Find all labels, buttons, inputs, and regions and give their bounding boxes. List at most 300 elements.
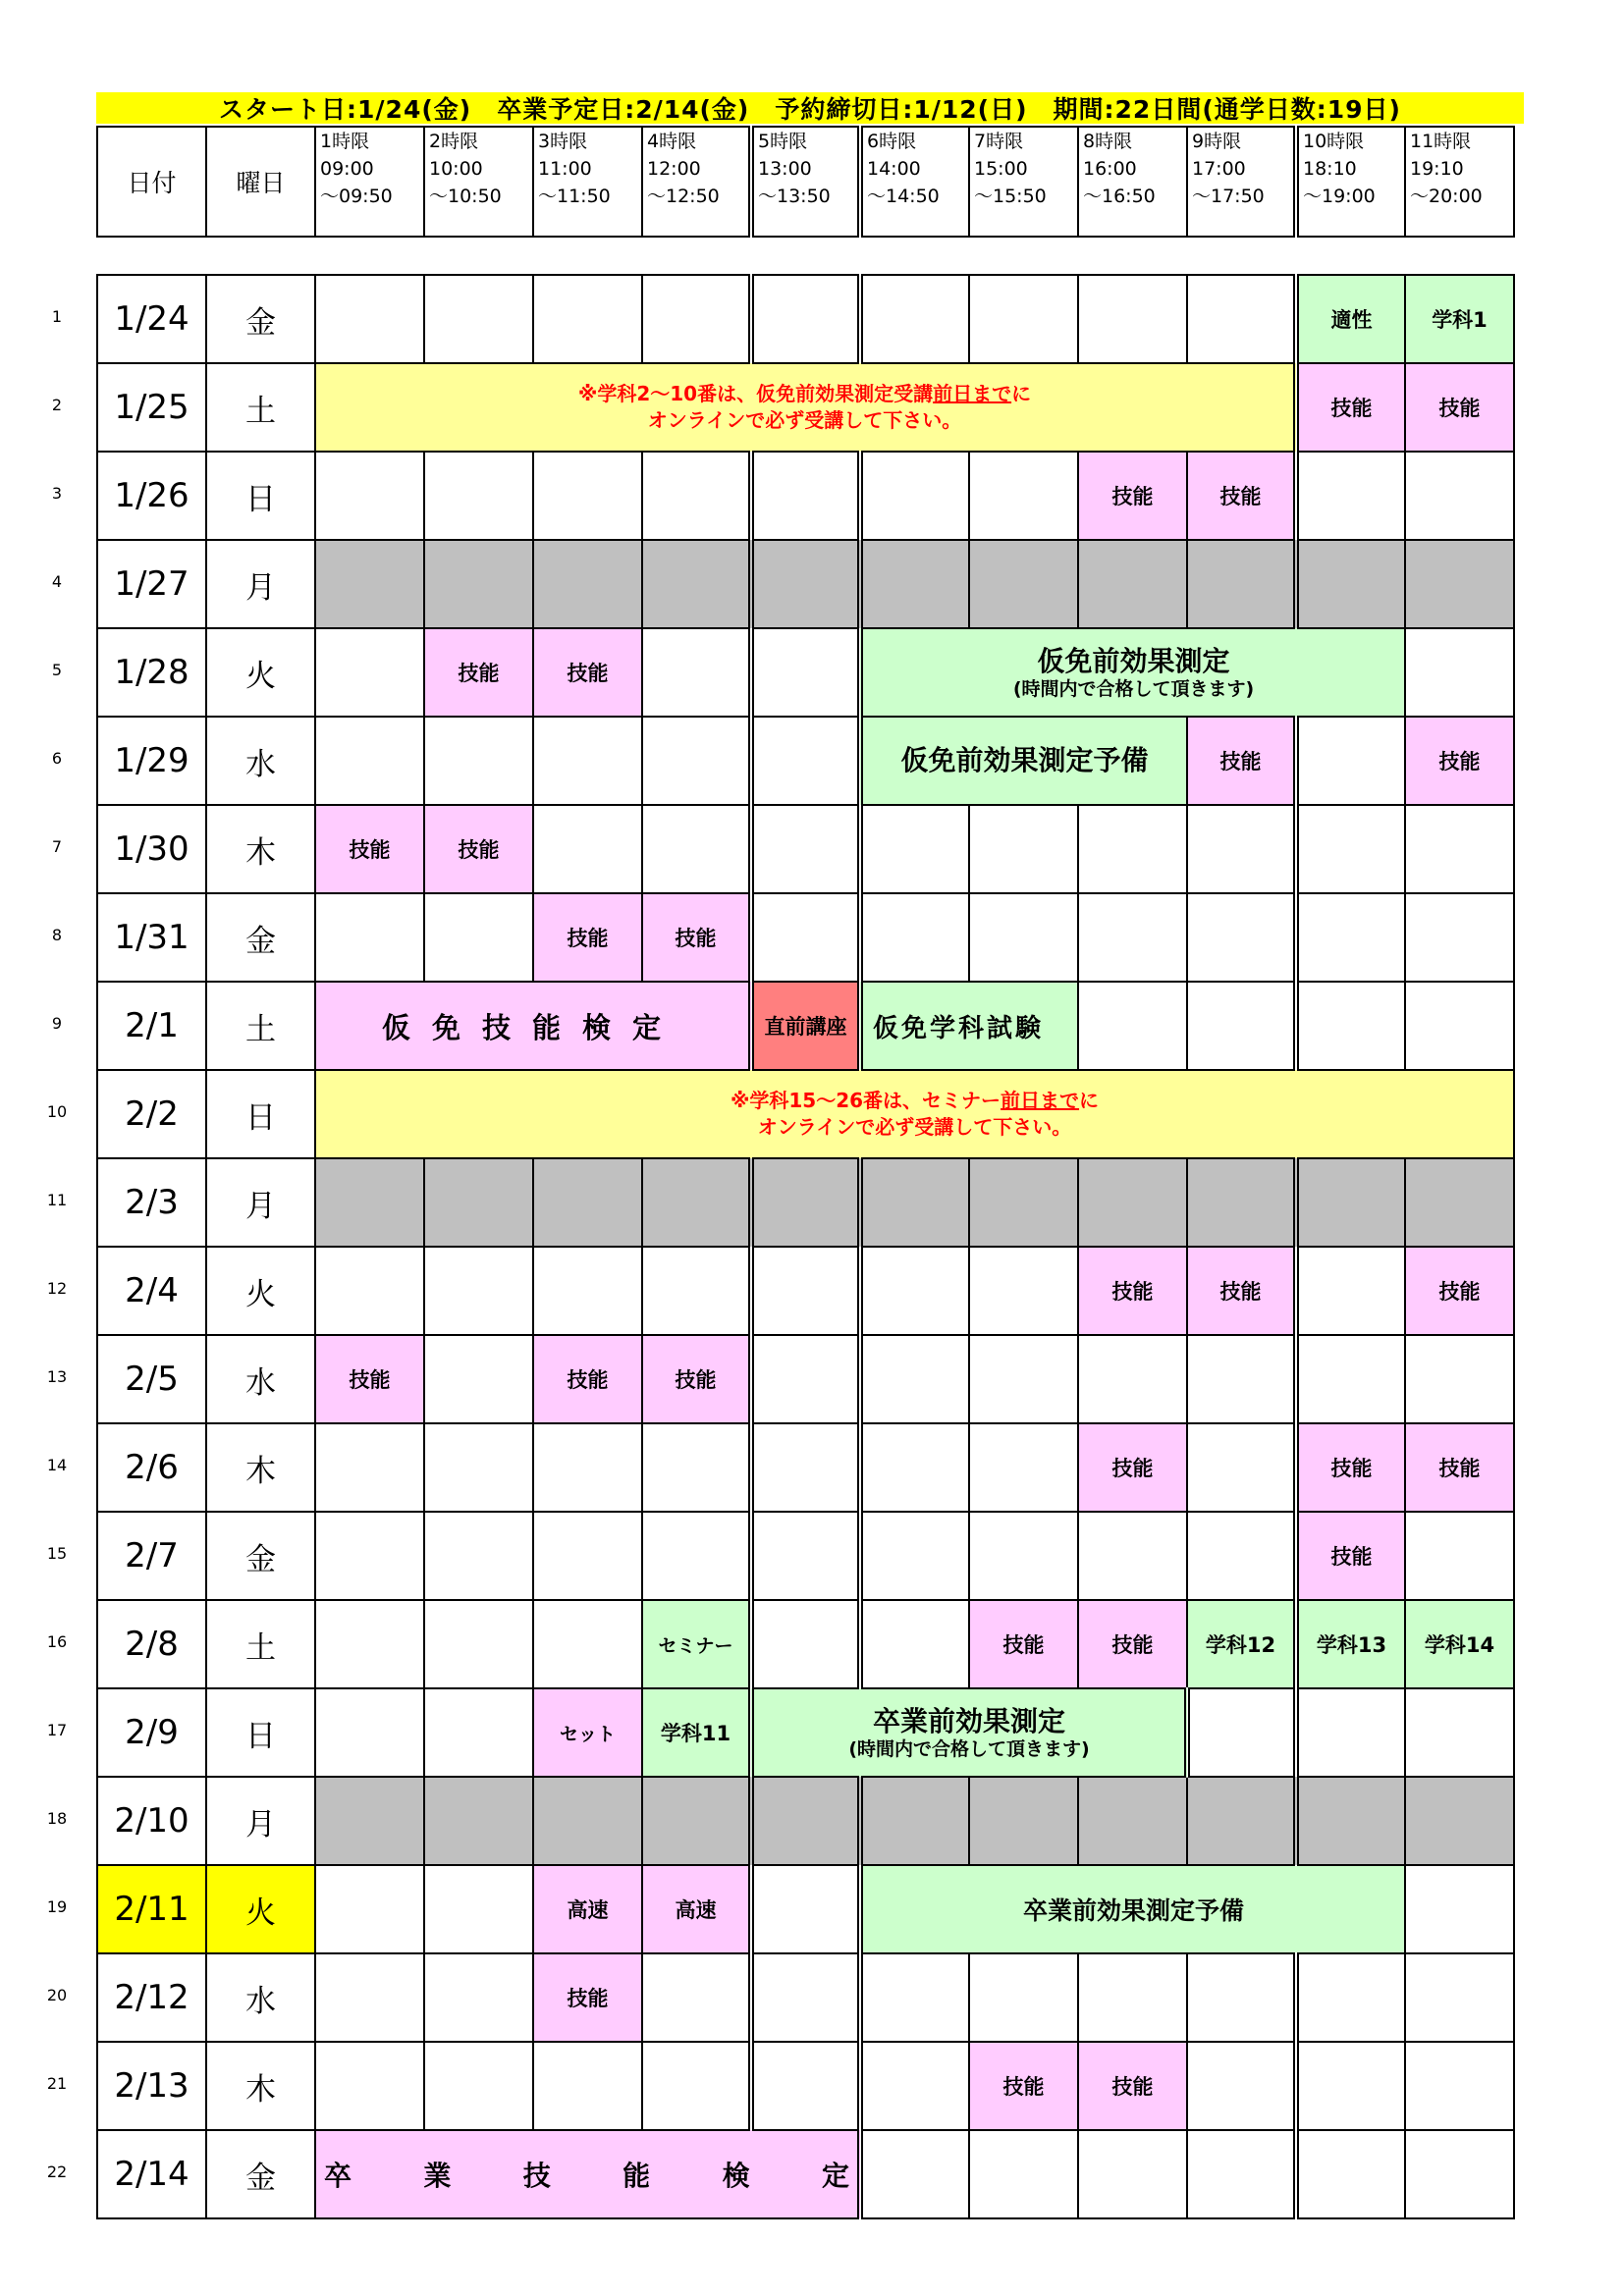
empty-slot (860, 1600, 969, 1688)
date-cell: 1/26 (97, 452, 206, 540)
empty-slot (1187, 275, 1296, 363)
closed-slot (1187, 1158, 1296, 1247)
weekday-cell: 日 (206, 1070, 315, 1158)
empty-slot (1296, 1247, 1405, 1335)
empty-slot (1187, 2130, 1296, 2218)
driving-lesson-slot: 技能 (1405, 717, 1514, 805)
empty-slot (424, 2042, 533, 2130)
empty-slot (751, 2042, 860, 2130)
empty-slot (751, 275, 860, 363)
date-cell: 1/30 (97, 805, 206, 893)
empty-slot (642, 1247, 751, 1335)
closed-slot (1187, 540, 1296, 628)
empty-slot (1296, 2130, 1405, 2218)
empty-slot (860, 805, 969, 893)
empty-slot (315, 1423, 424, 1512)
empty-slot (533, 805, 642, 893)
empty-slot (1296, 982, 1405, 1070)
schedule-row (97, 1070, 1514, 1158)
empty-slot (642, 805, 751, 893)
empty-slot (751, 452, 860, 540)
date-cell: 1/25 (97, 363, 206, 452)
empty-slot (860, 1953, 969, 2042)
empty-slot (1296, 1953, 1405, 2042)
closed-slot (969, 540, 1078, 628)
closed-slot (1296, 1777, 1405, 1865)
weekday-cell: 水 (206, 1335, 315, 1423)
empty-slot (642, 1512, 751, 1600)
closed-slot (751, 1777, 860, 1865)
closed-slot (642, 1158, 751, 1247)
empty-slot (751, 1423, 860, 1512)
date-cell: 2/10 (97, 1777, 206, 1865)
date-cell: 1/28 (97, 628, 206, 717)
empty-slot (315, 1600, 424, 1688)
driving-lesson-slot: 技能 (969, 2042, 1078, 2130)
empty-slot (424, 1423, 533, 1512)
weekday-column-header: 曜日 (206, 127, 315, 237)
period-header: 8時限 16:00 ～16:50 (1078, 127, 1187, 237)
seminar-slot: セミナー (642, 1600, 751, 1688)
period-header: 9時限 17:00 ～17:50 (1187, 127, 1296, 237)
driving-lesson-slot: 技能 (1078, 452, 1187, 540)
row-number: 1 (51, 307, 63, 326)
driving-lesson-slot: 技能 (1296, 1512, 1405, 1600)
lecture-slot: 学科14 (1405, 1600, 1514, 1688)
empty-slot (1296, 1335, 1405, 1423)
schedule-summary-banner: スタート日:1/24(金) 卒業予定日:2/14(金) 予約締切日:1/12(日) 期間:22日間(通学日数:19日) (96, 92, 1524, 124)
empty-slot (1296, 717, 1405, 805)
date-cell: 2/4 (97, 1247, 206, 1335)
empty-slot (1405, 1953, 1514, 2042)
empty-slot (533, 1600, 642, 1688)
date-cell: 2/1 (97, 982, 206, 1070)
empty-slot (860, 2042, 969, 2130)
empty-slot (1405, 1335, 1514, 1423)
date-cell: 2/6 (97, 1423, 206, 1512)
closed-slot (315, 1158, 424, 1247)
empty-slot (533, 275, 642, 363)
empty-slot (1078, 982, 1187, 1070)
date-cell: 2/2 (97, 1070, 206, 1158)
empty-slot (1187, 2042, 1296, 2130)
row-number: 13 (46, 1367, 68, 1386)
online-lecture-notice: ※学科15～26番は、セミナー前日までに オンラインで必ず受講して下さい。 (315, 1070, 1514, 1158)
date-cell: 2/3 (97, 1158, 206, 1247)
empty-slot (424, 1865, 533, 1953)
date-cell: 2/5 (97, 1335, 206, 1423)
schedule-row (97, 1247, 1514, 1335)
driving-lesson-slot: 技能 (1078, 1423, 1187, 1512)
lecture-slot: 学科13 (1296, 1600, 1405, 1688)
period-header-table (96, 126, 1515, 238)
empty-slot (424, 1512, 533, 1600)
date-cell: 2/14 (97, 2130, 206, 2218)
closed-slot (1078, 1777, 1187, 1865)
empty-slot (1296, 805, 1405, 893)
empty-slot (533, 1423, 642, 1512)
row-number: 22 (46, 2163, 68, 2181)
closed-slot (424, 1777, 533, 1865)
empty-slot (751, 1512, 860, 1600)
lecture-slot: 学科1 (1405, 275, 1514, 363)
empty-slot (315, 1247, 424, 1335)
empty-slot (751, 1953, 860, 2042)
schedule-row (97, 363, 1514, 452)
row-number: 20 (46, 1986, 68, 2004)
provisional-written-exam-block: 仮免学科試験 (860, 982, 1078, 1070)
row-number: 6 (51, 749, 63, 768)
empty-slot (533, 1247, 642, 1335)
highway-lesson-slot: 高速 (642, 1865, 751, 1953)
row-number: 12 (46, 1279, 68, 1298)
date-cell: 1/27 (97, 540, 206, 628)
date-cell: 2/7 (97, 1512, 206, 1600)
empty-slot (1296, 893, 1405, 982)
empty-slot (1405, 982, 1514, 1070)
schedule-row-closed (97, 540, 1514, 628)
schedule-row (97, 1865, 1514, 1953)
weekday-cell: 木 (206, 805, 315, 893)
closed-slot (1296, 540, 1405, 628)
empty-slot (751, 1865, 860, 1953)
empty-slot (424, 1247, 533, 1335)
weekday-cell: 月 (206, 1777, 315, 1865)
closed-slot (424, 540, 533, 628)
row-number: 8 (51, 926, 63, 944)
empty-slot (969, 1247, 1078, 1335)
empty-slot (424, 717, 533, 805)
weekday-cell: 日 (206, 1688, 315, 1777)
driving-lesson-slot: 技能 (1078, 1247, 1187, 1335)
period-header: 10時限 18:10 ～19:00 (1296, 127, 1405, 237)
driving-lesson-slot: 技能 (533, 1335, 642, 1423)
empty-slot (751, 1600, 860, 1688)
driving-lesson-slot: 技能 (1405, 1247, 1514, 1335)
weekday-cell: 水 (206, 1953, 315, 2042)
date-cell: 2/9 (97, 1688, 206, 1777)
empty-slot (1405, 2130, 1514, 2218)
graduation-skill-exam-block: 卒 業 技 能 検 定 (315, 2130, 860, 2218)
empty-slot (860, 2130, 969, 2218)
schedule-row-closed (97, 1777, 1514, 1865)
closed-slot (642, 540, 751, 628)
empty-slot (1405, 893, 1514, 982)
driving-lesson-slot: 技能 (533, 628, 642, 717)
empty-slot (1296, 1688, 1405, 1777)
driving-lesson-slot: 技能 (315, 1335, 424, 1423)
weekday-cell: 月 (206, 1158, 315, 1247)
period-header: 1時限 09:00 ～09:50 (315, 127, 424, 237)
empty-slot (1078, 805, 1187, 893)
closed-slot (1405, 540, 1514, 628)
schedule-row (97, 717, 1514, 805)
driving-lesson-slot: 技能 (1187, 1247, 1296, 1335)
date-cell: 2/13 (97, 2042, 206, 2130)
closed-slot (533, 540, 642, 628)
date-cell: 2/12 (97, 1953, 206, 2042)
driving-lesson-slot: 技能 (1296, 1423, 1405, 1512)
lecture-slot: 学科12 (1187, 1600, 1296, 1688)
empty-slot (1187, 982, 1296, 1070)
empty-slot (315, 452, 424, 540)
empty-slot (1405, 628, 1514, 717)
closed-slot (969, 1158, 1078, 1247)
empty-slot (1078, 2130, 1187, 2218)
period-header: 7時限 15:00 ～15:50 (969, 127, 1078, 237)
empty-slot (1405, 452, 1514, 540)
schedule-table (96, 274, 1515, 2219)
row-number: 17 (46, 1721, 68, 1739)
weekday-cell-highlighted: 火 (206, 1865, 315, 1953)
empty-slot (424, 1335, 533, 1423)
row-number: 14 (46, 1456, 68, 1474)
row-number: 9 (51, 1014, 63, 1033)
row-number: 3 (51, 484, 63, 503)
weekday-cell: 月 (206, 540, 315, 628)
row-number: 16 (46, 1632, 68, 1651)
empty-slot (424, 1600, 533, 1688)
schedule-row (97, 1335, 1514, 1423)
schedule-row (97, 805, 1514, 893)
empty-slot (1187, 1335, 1296, 1423)
empty-slot (424, 1688, 533, 1777)
weekday-cell: 火 (206, 1247, 315, 1335)
closed-slot (533, 1158, 642, 1247)
weekday-cell: 金 (206, 2130, 315, 2218)
closed-slot (642, 1777, 751, 1865)
provisional-effect-test-block: 仮免前効果測定 (時間内で合格して頂きます) (860, 628, 1405, 717)
empty-slot (1296, 452, 1405, 540)
closed-slot (1078, 540, 1187, 628)
empty-slot (860, 452, 969, 540)
closed-slot (1078, 1158, 1187, 1247)
empty-slot (1405, 805, 1514, 893)
date-column-header: 日付 (97, 127, 206, 237)
closed-slot (315, 1777, 424, 1865)
empty-slot (969, 805, 1078, 893)
row-number: 15 (46, 1544, 68, 1563)
empty-slot (642, 452, 751, 540)
empty-slot (315, 1512, 424, 1600)
empty-slot (969, 1953, 1078, 2042)
driving-lesson-slot: 技能 (969, 1600, 1078, 1688)
schedule-row (97, 1423, 1514, 1512)
row-number: 10 (46, 1102, 68, 1121)
period-header: 3時限 11:00 ～11:50 (533, 127, 642, 237)
empty-slot (642, 275, 751, 363)
schedule-row (97, 2042, 1514, 2130)
schedule-row-closed (97, 1158, 1514, 1247)
empty-slot (751, 893, 860, 982)
driving-lesson-slot: 技能 (1296, 363, 1405, 452)
period-header: 2時限 10:00 ～10:50 (424, 127, 533, 237)
empty-slot (860, 1247, 969, 1335)
row-number: 11 (46, 1191, 68, 1209)
empty-slot (1078, 893, 1187, 982)
row-number: 4 (51, 572, 63, 591)
schedule-row (97, 1688, 1514, 1777)
closed-slot (1296, 1158, 1405, 1247)
empty-slot (1187, 805, 1296, 893)
empty-slot (533, 717, 642, 805)
weekday-cell: 土 (206, 1600, 315, 1688)
empty-slot (1078, 1335, 1187, 1423)
closed-slot (969, 1777, 1078, 1865)
empty-slot (424, 893, 533, 982)
empty-slot (1405, 1865, 1514, 1953)
weekday-cell: 木 (206, 1423, 315, 1512)
weekday-cell: 土 (206, 363, 315, 452)
empty-slot (1187, 1423, 1296, 1512)
date-cell: 1/29 (97, 717, 206, 805)
row-number: 7 (51, 837, 63, 856)
closed-slot (751, 540, 860, 628)
closed-slot (533, 1777, 642, 1865)
empty-slot (424, 452, 533, 540)
driving-lesson-slot: 技能 (315, 805, 424, 893)
empty-slot (1187, 893, 1296, 982)
closed-slot (315, 540, 424, 628)
closed-slot (1187, 1777, 1296, 1865)
empty-slot (642, 1423, 751, 1512)
empty-slot (642, 2042, 751, 2130)
schedule-row (97, 452, 1514, 540)
row-number: 2 (51, 396, 63, 414)
provisional-skill-exam-block: 仮免技能検定 (315, 982, 751, 1070)
schedule-row (97, 275, 1514, 363)
empty-slot (1405, 1512, 1514, 1600)
empty-slot (860, 1335, 969, 1423)
empty-slot (533, 452, 642, 540)
empty-slot (315, 1953, 424, 2042)
pre-exam-lecture-slot: 直前講座 (751, 982, 860, 1070)
driving-lesson-slot: 技能 (1405, 1423, 1514, 1512)
empty-slot (1078, 1512, 1187, 1600)
driving-lesson-slot: 技能 (1187, 452, 1296, 540)
closed-slot (1405, 1777, 1514, 1865)
date-cell: 1/31 (97, 893, 206, 982)
empty-slot (1078, 275, 1187, 363)
empty-slot (969, 1512, 1078, 1600)
empty-slot (315, 1688, 424, 1777)
provisional-effect-test-reserve-block: 仮免前効果測定予備 (860, 717, 1187, 805)
row-number: 21 (46, 2074, 68, 2093)
empty-slot (1405, 2042, 1514, 2130)
period-header: 11時限 19:10 ～20:00 (1405, 127, 1514, 237)
empty-slot (969, 893, 1078, 982)
empty-slot (533, 1512, 642, 1600)
schedule-row (97, 628, 1514, 717)
empty-slot (1187, 1688, 1296, 1777)
driving-lesson-slot: 技能 (533, 1953, 642, 2042)
closed-slot (860, 540, 969, 628)
date-cell: 2/8 (97, 1600, 206, 1688)
weekday-cell: 火 (206, 628, 315, 717)
empty-slot (315, 893, 424, 982)
row-number: 5 (51, 661, 63, 679)
date-cell: 1/24 (97, 275, 206, 363)
aptitude-test-slot: 適性 (1296, 275, 1405, 363)
empty-slot (751, 717, 860, 805)
closed-slot (1405, 1158, 1514, 1247)
empty-slot (1187, 1512, 1296, 1600)
lecture-slot: 学科11 (642, 1688, 751, 1777)
online-lecture-notice: ※学科2～10番は、仮免前効果測定受講前日までに オンラインで必ず受講して下さい。 (315, 363, 1296, 452)
schedule-row (97, 2130, 1514, 2218)
driving-lesson-slot: 技能 (1405, 363, 1514, 452)
driving-lesson-slot: 技能 (1078, 2042, 1187, 2130)
empty-slot (751, 628, 860, 717)
driving-lesson-slot: 技能 (642, 893, 751, 982)
empty-slot (315, 717, 424, 805)
schedule-row (97, 1953, 1514, 2042)
row-number: 18 (46, 1809, 68, 1828)
empty-slot (751, 805, 860, 893)
weekday-cell: 金 (206, 893, 315, 982)
driving-lesson-slot: 技能 (1078, 1600, 1187, 1688)
graduation-effect-test-reserve-block: 卒業前効果測定予備 (860, 1865, 1405, 1953)
date-cell-highlighted: 2/11 (97, 1865, 206, 1953)
schedule-row (97, 1600, 1514, 1688)
empty-slot (642, 628, 751, 717)
empty-slot (424, 275, 533, 363)
empty-slot (860, 893, 969, 982)
empty-slot (969, 1423, 1078, 1512)
driving-lesson-slot: 技能 (1187, 717, 1296, 805)
empty-slot (315, 1865, 424, 1953)
empty-slot (860, 275, 969, 363)
highway-lesson-slot: 高速 (533, 1865, 642, 1953)
closed-slot (860, 1158, 969, 1247)
empty-slot (533, 2042, 642, 2130)
empty-slot (860, 1423, 969, 1512)
period-header: 4時限 12:00 ～12:50 (642, 127, 751, 237)
period-header: 6時限 14:00 ～14:50 (860, 127, 969, 237)
driving-lesson-slot: 技能 (642, 1335, 751, 1423)
closed-slot (424, 1158, 533, 1247)
closed-slot (751, 1158, 860, 1247)
empty-slot (969, 452, 1078, 540)
empty-slot (1187, 1953, 1296, 2042)
empty-slot (969, 1335, 1078, 1423)
set-lesson-slot: セット (533, 1688, 642, 1777)
empty-slot (315, 275, 424, 363)
graduation-effect-test-block: 卒業前効果測定 (時間内で合格して頂きます) (751, 1688, 1187, 1777)
weekday-cell: 土 (206, 982, 315, 1070)
period-header: 5時限 13:00 ～13:50 (751, 127, 860, 237)
empty-slot (1296, 2042, 1405, 2130)
driving-lesson-slot: 技能 (424, 805, 533, 893)
weekday-cell: 水 (206, 717, 315, 805)
empty-slot (751, 1247, 860, 1335)
weekday-cell: 木 (206, 2042, 315, 2130)
empty-slot (860, 1512, 969, 1600)
weekday-cell: 金 (206, 275, 315, 363)
schedule-row (97, 982, 1514, 1070)
empty-slot (315, 2042, 424, 2130)
empty-slot (751, 1335, 860, 1423)
weekday-cell: 日 (206, 452, 315, 540)
empty-slot (969, 2130, 1078, 2218)
empty-slot (1405, 1688, 1514, 1777)
empty-slot (969, 275, 1078, 363)
weekday-cell: 金 (206, 1512, 315, 1600)
empty-slot (315, 628, 424, 717)
empty-slot (642, 717, 751, 805)
driving-lesson-slot: 技能 (424, 628, 533, 717)
row-number: 19 (46, 1897, 68, 1916)
